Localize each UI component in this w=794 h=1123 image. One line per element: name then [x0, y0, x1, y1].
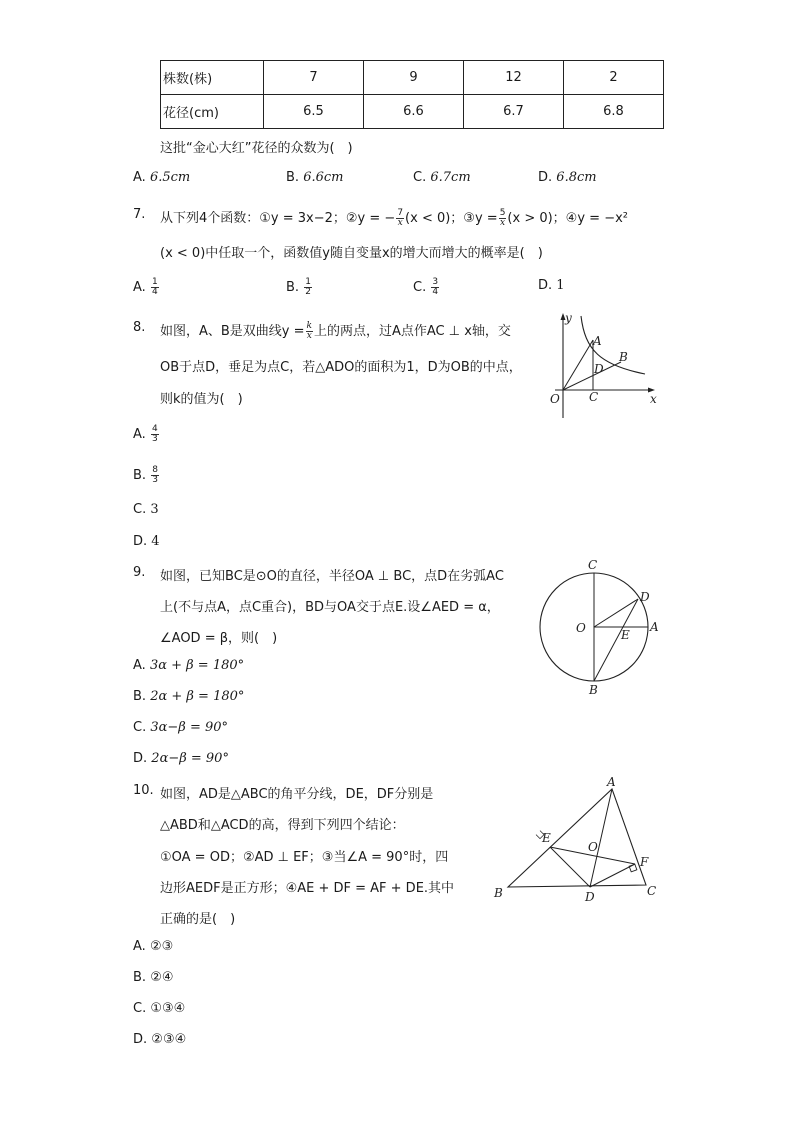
q10-option-a: A. ②③ [133, 939, 174, 954]
label-c: C [647, 884, 657, 898]
q8-line2: OB于点D，垂足为点C，若△ADO的面积为1，D为OB的中点， [160, 360, 522, 375]
table-cell: 6.5 [264, 95, 364, 129]
segment-de [550, 847, 590, 887]
q8-option-b: B. $\frac{8}{3}$ [133, 465, 158, 485]
label-e: E [542, 831, 551, 845]
label-f: F [640, 855, 649, 869]
fraction: $\frac{1}{4}$ [151, 277, 158, 297]
q6-option-b [286, 170, 344, 185]
table-cell: 9 [364, 61, 464, 95]
q8-option-a: A. $\frac{4}{3}$ [133, 424, 158, 444]
label-d: D [594, 362, 604, 376]
q8-line1: 如图，A、B是双曲线y = $\frac{k}{x}$ 上的两点，过A点作AC ⊥ x轴，交 [160, 321, 511, 341]
q10-line1: 如图，AD是△ABC的角平分线，DE，DF分别是 [160, 787, 434, 802]
label-e: E [621, 628, 630, 642]
q7-number: 7. [133, 207, 146, 222]
table-cell: 2 [564, 61, 664, 95]
label-b: B [619, 350, 628, 364]
option-text: 6.5cm [149, 170, 191, 185]
q6-option-c [413, 170, 471, 185]
option-text: 6.6cm [303, 170, 344, 185]
fraction: $\frac{3}{4}$ [432, 277, 439, 297]
q7-text: (x < 0)；③y = [405, 211, 498, 226]
label-o: O [576, 621, 586, 635]
label-d: D [640, 590, 650, 604]
circle-figure [530, 557, 670, 697]
q10-line4: 边形AEDF是正方形；④AE + DF = AF + DE.其中 [160, 881, 455, 896]
label-b: B [589, 683, 598, 697]
q6-option-a [133, 170, 190, 185]
table-cell: 7 [264, 61, 364, 95]
q9-line1: 如图，已知BC是⊙O的直径，半径OA ⊥ BC，点D在劣弧AC [160, 569, 504, 584]
triangle-figure [490, 775, 660, 905]
fraction: $\frac{k}{x}$ [306, 321, 312, 341]
q9-option-d: D. 2α−β = 90° [133, 751, 229, 766]
table-cell: 12 [464, 61, 564, 95]
segment-df [590, 864, 635, 887]
option-text: 6.8cm [556, 170, 597, 185]
q9-number: 9. [133, 565, 146, 580]
bisector-ad [590, 789, 612, 887]
data-table [160, 60, 664, 129]
table-cell: 6.8 [564, 95, 664, 129]
table-cell: 6.6 [364, 95, 464, 129]
q6-stem: 这批“金心大红”花径的众数为( ) [160, 141, 353, 156]
q6-option-d [538, 170, 597, 185]
q8-number: 8. [133, 320, 146, 335]
segment-bd [594, 599, 638, 681]
segment-od [594, 599, 638, 627]
q10-option-b: B. ②④ [133, 970, 174, 985]
q7-option-b: B. $\frac{1}{2}$ [286, 277, 311, 297]
label-o: O [550, 392, 560, 406]
q10-line5: 正确的是( ) [160, 912, 236, 927]
q7-text: 从下列4个函数：①y = 3x−2；②y = − [160, 211, 396, 226]
option-letter: B. [286, 170, 300, 185]
q7-line2: (x < 0)中任取一个，函数值y随自变量x的增大而增大的概率是( ) [160, 246, 543, 261]
triangle-abc [508, 789, 646, 887]
label-a: A [607, 775, 616, 789]
table-cell: 6.7 [464, 95, 564, 129]
q10-number: 10. [133, 783, 154, 798]
q7-option-a: A. $\frac{1}{4}$ [133, 277, 158, 297]
fraction: $\frac{7}{x}$ [397, 208, 404, 228]
q10-option-c: C. ①③④ [133, 1001, 186, 1016]
q10-line3: ①OA = OD；②AD ⊥ EF；③当∠A = 90°时，四 [160, 850, 449, 865]
option-text: 6.7cm [430, 170, 471, 185]
label-b: B [494, 886, 503, 900]
q8-option-c: C. 3 [133, 502, 159, 517]
q10-line2: △ABD和△ACD的高，得到下列四个结论： [160, 818, 405, 833]
table-row [161, 61, 664, 95]
q7-text: (x > 0)；④y = −x² [507, 211, 628, 226]
hyperbola-figure [545, 310, 665, 420]
fraction: $\frac{1}{2}$ [305, 277, 311, 297]
q7-option-c: C. $\frac{3}{4}$ [413, 277, 439, 297]
label-x: x [650, 392, 657, 406]
option-letter: D. [538, 170, 553, 185]
option-letter: C. [413, 170, 427, 185]
table-row [161, 95, 664, 129]
q9-line3: ∠AOD = β，则( ) [160, 631, 278, 646]
q8-line3: 则k的值为( ) [160, 392, 243, 407]
q9-option-a: A. 3α + β = 180° [133, 658, 245, 673]
q9-option-b: B. 2α + β = 180° [133, 689, 245, 704]
label-c: C [588, 558, 598, 572]
option-letter: A. [133, 170, 146, 185]
q9-option-c: C. 3α−β = 90° [133, 720, 229, 735]
label-a: A [593, 334, 602, 348]
q9-line2: 上(不与点A，点C重合)，BD与OA交于点E.设∠AED = α， [160, 600, 500, 615]
label-o: O [588, 840, 598, 854]
q7-line1 [160, 207, 628, 228]
q7-option-d: D. 1 [538, 278, 565, 293]
fraction: $\frac{4}{3}$ [151, 424, 158, 444]
q8-option-d: D. 4 [133, 534, 160, 549]
table-cell: 花径(cm) [161, 95, 264, 129]
hyperbola-curve [581, 316, 645, 374]
fraction: $\frac{5}{x}$ [499, 208, 506, 228]
label-y: y [565, 311, 572, 325]
q10-option-d: D. ②③④ [133, 1032, 187, 1047]
label-c: C [589, 390, 599, 404]
fraction: $\frac{8}{3}$ [152, 465, 158, 485]
label-d: D [585, 890, 595, 904]
label-a: A [650, 620, 659, 634]
table-cell: 株数(株) [161, 61, 264, 95]
